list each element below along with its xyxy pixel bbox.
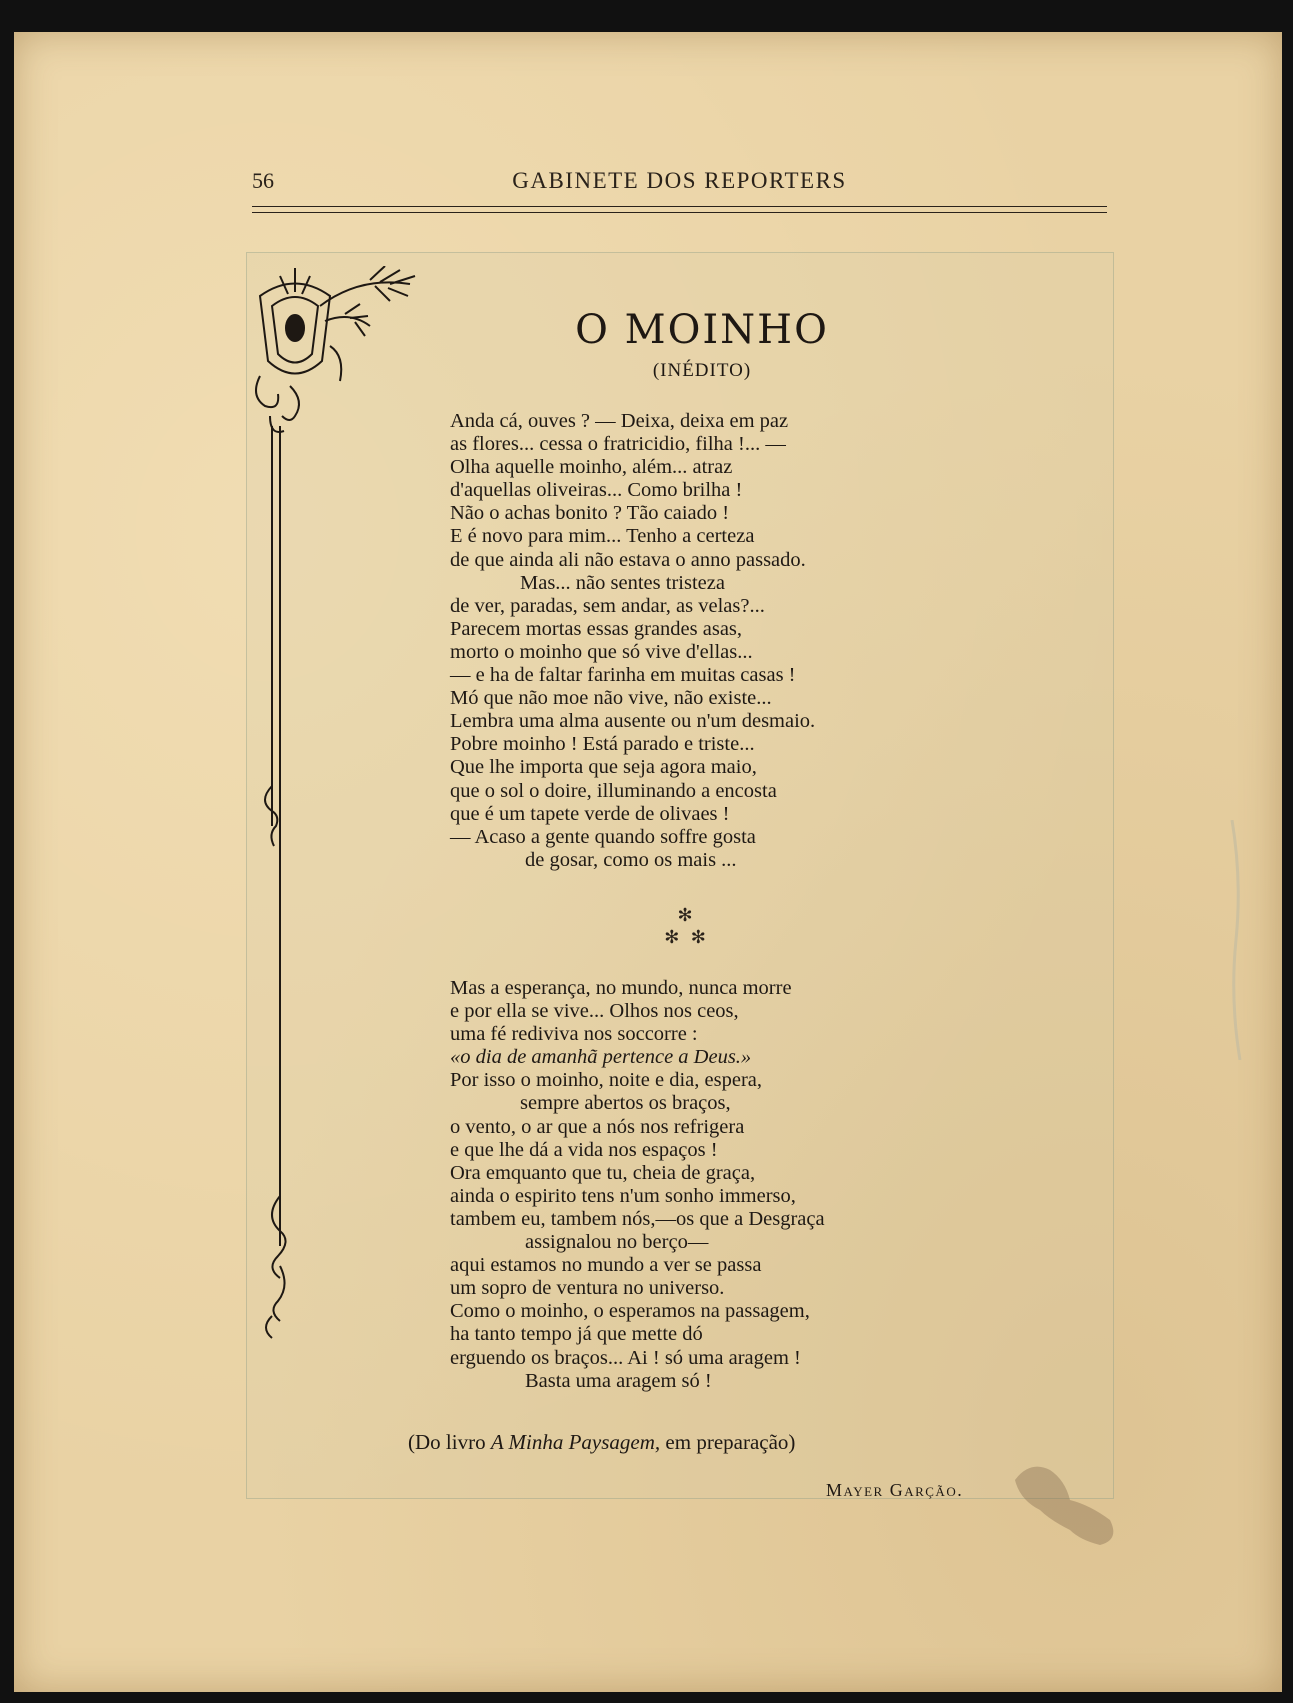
- poem-line: erguendo os braços... Ai ! só uma aragem !: [450, 1346, 801, 1369]
- poem-line: aqui estamos no mundo a ver se passa: [450, 1254, 762, 1277]
- poem-line: — e ha de faltar farinha em muitas casas !: [450, 664, 796, 687]
- poem-line: Pobre moinho ! Está parado e triste...: [450, 733, 755, 756]
- poem-line: uma fé rediviva nos soccorre :: [450, 1023, 698, 1046]
- poem-line: ha tanto tempo já que mette dó: [450, 1323, 703, 1346]
- poem-line: Olha aquelle moinho, além... atraz: [450, 456, 733, 479]
- poem-line: e que lhe dá a vida nos espaços !: [450, 1138, 718, 1161]
- poem-line: Mas... não sentes tristeza: [520, 571, 725, 594]
- poem-line: morto o moinho que só vive d'ellas...: [450, 640, 753, 663]
- header-rule-bottom: [252, 212, 1107, 213]
- poem-line: d'aquellas oliveiras... Como brilha !: [450, 479, 743, 502]
- poem-line: que é um tapete verde de olivaes !: [450, 802, 730, 825]
- poem-line: Basta uma aragem só !: [525, 1369, 712, 1392]
- source-note: [408, 1430, 795, 1455]
- poem-line: que o sol o doire, illuminando a encosta: [450, 779, 777, 802]
- poem-subtitle: (INÉDITO): [652, 360, 752, 381]
- poem-line: e por ella se vive... Olhos nos ceos,: [450, 1000, 739, 1023]
- poem-line: Como o moinho, o esperamos na passagem,: [450, 1300, 810, 1323]
- poem-line: Não o achas bonito ? Tão caiado !: [450, 502, 730, 525]
- source-book-title: A Minha Paysagem,: [490, 1430, 661, 1454]
- poem-line: Mó que não moe não vive, não existe...: [450, 687, 772, 710]
- binding-thread: [1230, 820, 1244, 1060]
- poem-line: sempre abertos os braços,: [520, 1092, 731, 1115]
- poem-line: o vento, o ar que a nós nos refrigera: [450, 1115, 745, 1138]
- poem-line: — Acaso a gente quando soffre gosta: [450, 825, 756, 848]
- poem-line: tambem eu, tambem nós,—os que a Desgraça: [450, 1207, 825, 1230]
- page-number: 56: [252, 168, 274, 193]
- author-signature: Mayer Garção.: [826, 1480, 964, 1500]
- header-rule-top: [252, 206, 1107, 207]
- poem-line: Parecem mortas essas grandes asas,: [450, 617, 743, 640]
- poem-line: ainda o espirito tens n'um sonho immerso,: [450, 1184, 796, 1207]
- poem-line: um sopro de ventura no universo.: [450, 1277, 725, 1300]
- source-prefix: (Do livro: [408, 1430, 491, 1454]
- asterism-divider: ✻ ✻ ✻: [664, 905, 706, 948]
- poem-line: Lembra uma alma ausente ou n'um desmaio.: [450, 710, 816, 733]
- source-suffix: em preparação): [660, 1430, 796, 1454]
- poem-line: E é novo para mim... Tenho a certeza: [450, 525, 755, 548]
- poem-line: de que ainda ali não estava o anno passado.: [450, 548, 806, 571]
- poem-line: Por isso o moinho, noite e dia, espera,: [450, 1069, 763, 1092]
- poem-line: de gosar, como os mais ...: [525, 848, 737, 871]
- poem-line: as flores... cessa o fratricidio, filha !... —: [450, 433, 786, 456]
- poem-line: de ver, paradas, sem andar, as velas?...: [450, 594, 765, 617]
- page-header: [252, 168, 1107, 196]
- poem-line: Anda cá, ouves ? — Deixa, deixa em paz: [450, 410, 789, 432]
- running-title: GABINETE DOS REPORTERS: [512, 168, 847, 193]
- poem-line: Que lhe importa que seja agora maio,: [450, 756, 757, 779]
- poem-title: O MOINHO: [575, 307, 829, 353]
- poem-line: Ora emquanto que tu, cheia de graça,: [450, 1161, 756, 1184]
- poem-line: assignalou no berço—: [525, 1231, 709, 1254]
- poem-line: Mas a esperança, no mundo, nunca morre: [450, 977, 792, 999]
- paper-stain: [1010, 1460, 1120, 1550]
- stanza-2: [450, 977, 990, 1393]
- floral-border-ornament: [250, 266, 430, 1431]
- poem-line: «o dia de amanhã pertence a Deus.»: [450, 1046, 752, 1069]
- stanza-1: [450, 410, 990, 872]
